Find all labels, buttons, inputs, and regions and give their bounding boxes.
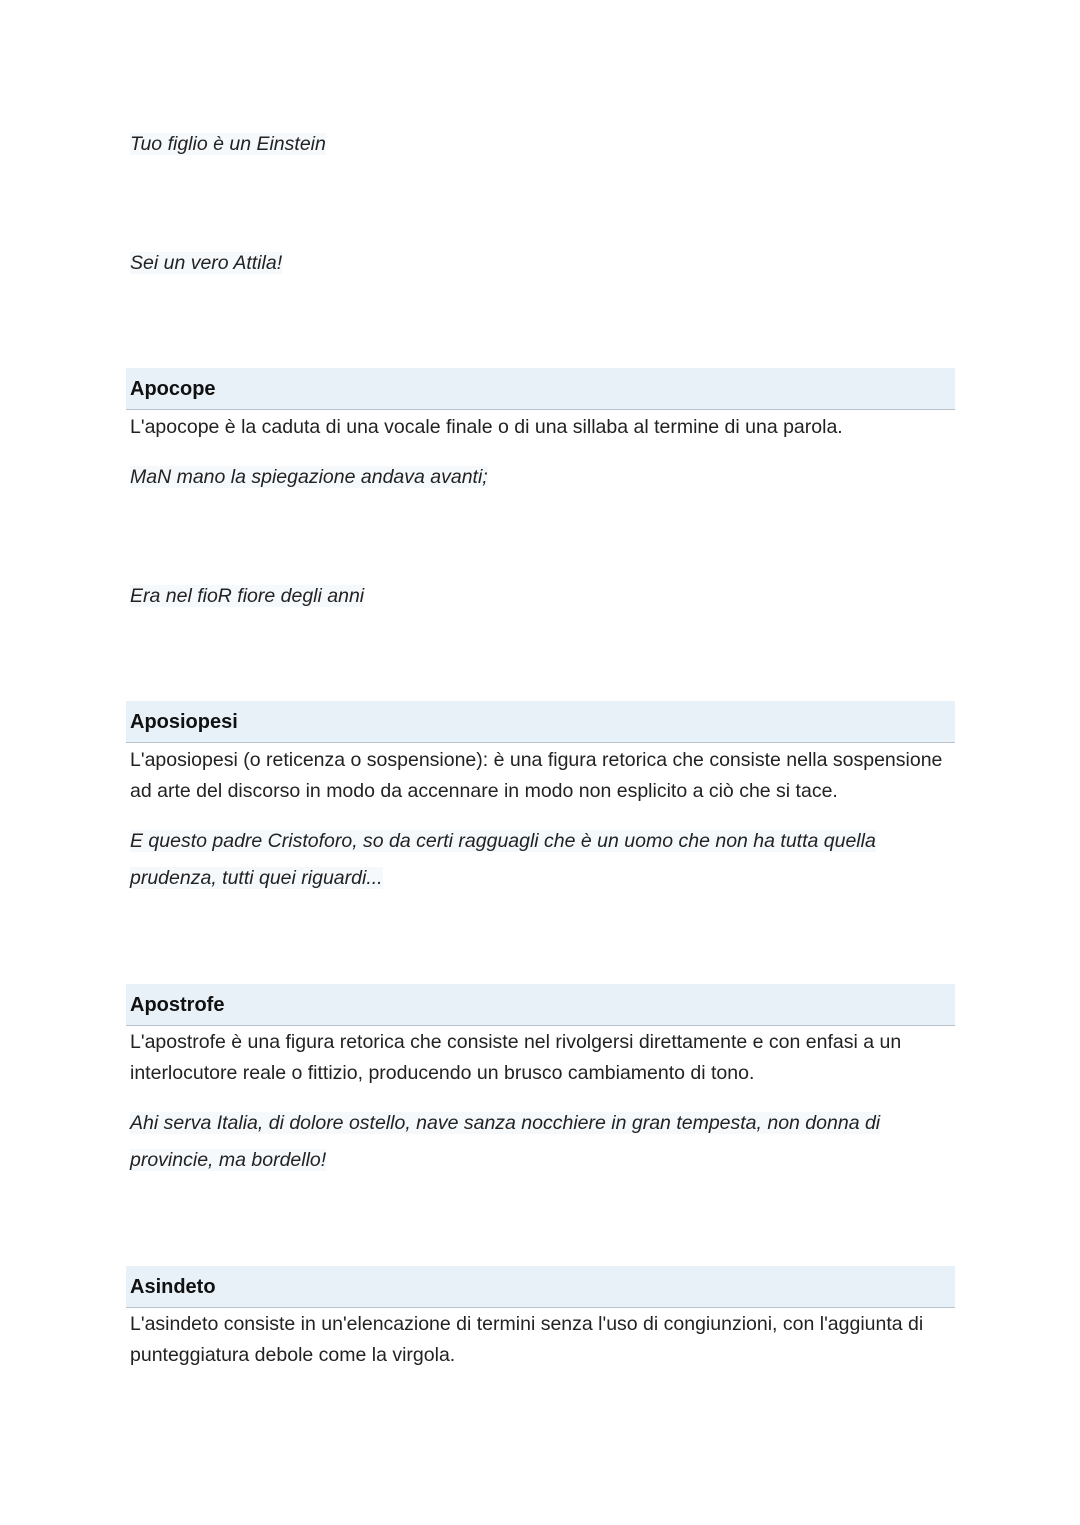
example-einstein: Tuo figlio è un Einstein [130,133,326,155]
section-heading-apocope: Apocope [126,368,955,410]
section-description-asindeto: L'asindeto consiste in un'elencazione di termini senza l'uso di congiunzioni, con l'aggiunta di punteggiatura debole come la virgola. [130,1313,924,1366]
section-heading-asindeto: Asindeto [126,1266,955,1308]
example-apostrofe: Ahi serva Italia, di dolore ostello, nave sanza nocchiere in gran tempesta, non donna di provincie, ma bordello! [130,1112,881,1171]
example-attila: Sei un vero Attila! [130,252,283,274]
section-heading-apostrofe: Apostrofe [126,984,955,1026]
section-description-aposiopesi: L'aposiopesi (o reticenza o sospensione): è una figura retorica che consiste nella sospensione ad arte del discorso in modo da accennare in modo non esplicito a ciò che si tace. [130,749,943,802]
section-description-apocope: L'apocope è la caduta di una vocale finale o di una sillaba al termine di una parola. [130,416,843,438]
example-aposiopesi: E questo padre Cristoforo, so da certi ragguagli che è un uomo che non ha tutta quella prudenza, tutti quei riguardi... [130,830,876,889]
example-apocope-1: MaN mano la spiegazione andava avanti; [130,466,488,488]
section-description-apostrofe: L'apostrofe è una figura retorica che consiste nel rivolgersi direttamente e con enfasi a un interlocutore reale o fittizio, producendo un brusco cambiamento di tono. [130,1031,902,1084]
example-apocope-2: Era nel fioR fiore degli anni [130,585,365,607]
section-heading-aposiopesi: Aposiopesi [126,701,955,743]
